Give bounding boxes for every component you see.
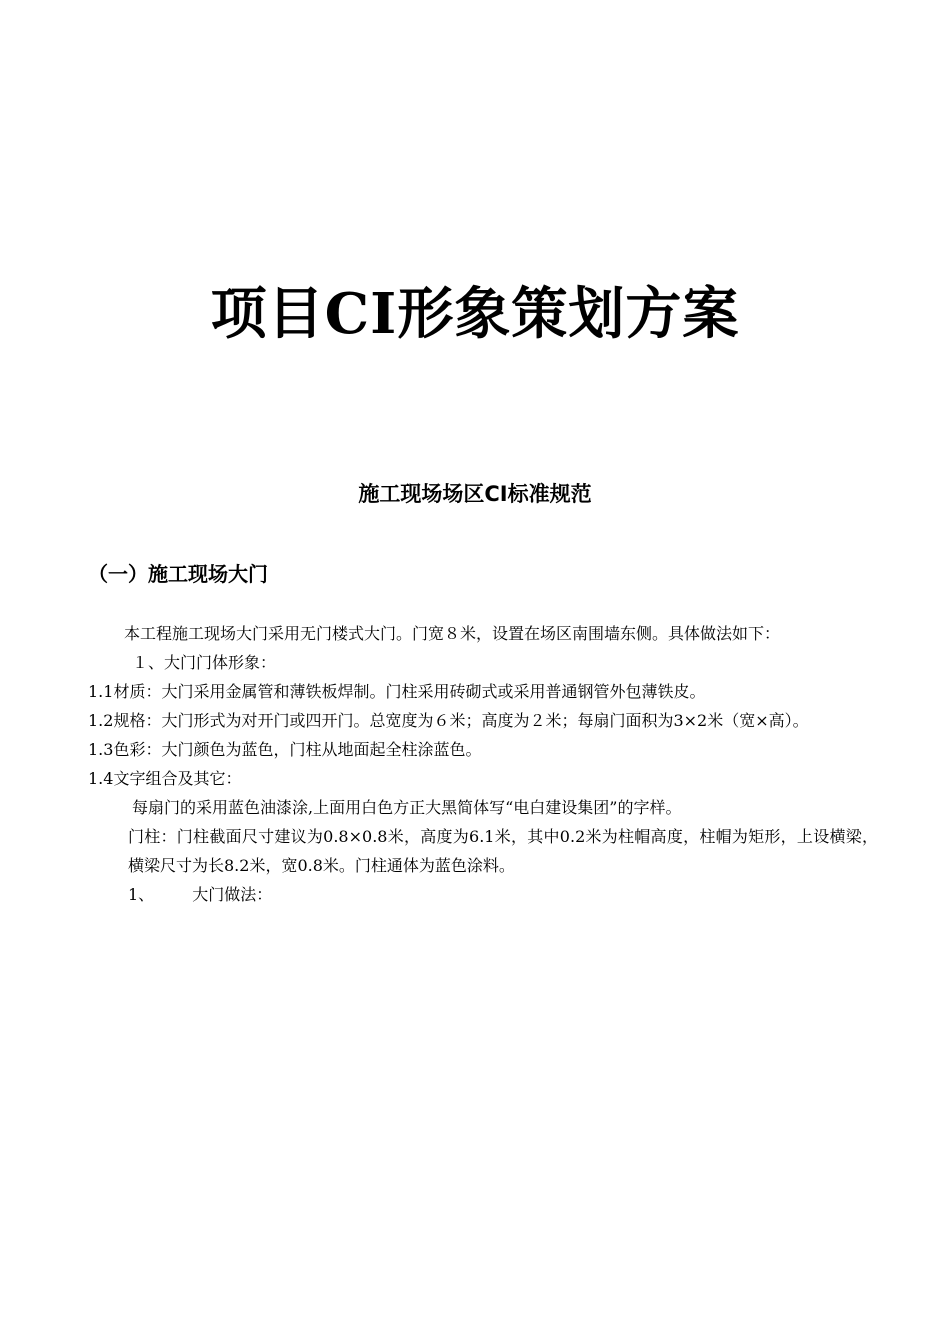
item-last-number: 1、 bbox=[128, 885, 155, 904]
item-1-2-spec: 1.2规格：大门形式为对开门或四开门。总宽度为６米；高度为２米；每扇门面积为3×2米（宽×高）。 bbox=[88, 711, 809, 730]
item-1-3-color: 1.3色彩：大门颜色为蓝色，门柱从地面起全柱涂蓝色。 bbox=[88, 740, 482, 759]
item-last bbox=[88, 880, 878, 909]
document-title: 项目CI形象策划方案 bbox=[210, 281, 740, 347]
section-heading: （一）施工现场大门 bbox=[88, 562, 268, 586]
item-1-1-material: 1.1材质：大门采用金属管和薄铁板焊制。门柱采用砖砌式或采用普通钢管外包薄铁皮。 bbox=[88, 682, 706, 701]
pillar-paragraph: 门柱：门柱截面尺寸建议为0.8×0.8米，高度为6.1米，其中0.2米为柱帽高度，柱帽为矩形，上设横梁，横梁尺寸为长8.2米，宽0.8米。门柱通体为蓝色涂料。 bbox=[128, 827, 878, 875]
item-last-text: 大门做法： bbox=[192, 885, 273, 904]
item-1-4-text: 1.4文字组合及其它： bbox=[88, 769, 242, 788]
item-1-heading: １、大门门体形象： bbox=[132, 653, 277, 672]
door-text-paragraph: 每扇门的采用蓝色油漆涂,上面用白色方正大黑简体写“电白建设集团”的字样。 bbox=[132, 798, 682, 817]
section-subtitle: 施工现场场区CI标准规范 bbox=[358, 482, 592, 506]
document-body bbox=[88, 619, 878, 909]
intro-paragraph: 本工程施工现场大门采用无门楼式大门。门宽８米，设置在场区南围墙东侧。具体做法如下： bbox=[124, 624, 781, 643]
